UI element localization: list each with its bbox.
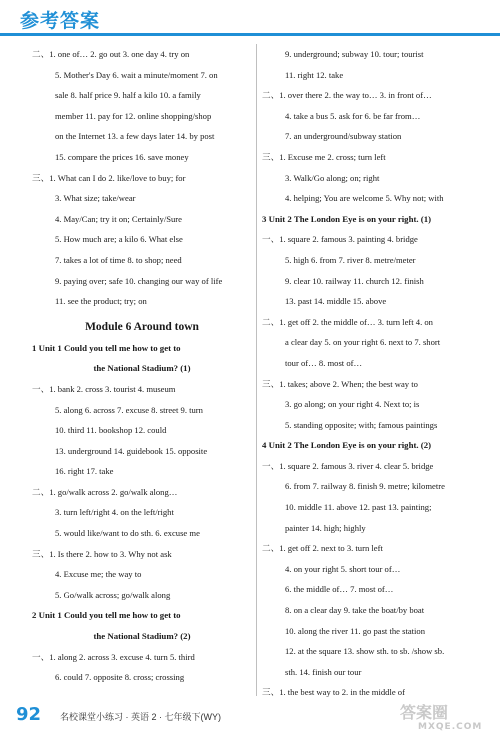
answer-line: 13. underground 14. guidebook 15. opposite xyxy=(55,445,208,456)
page-number: 92 xyxy=(16,704,42,725)
left-column xyxy=(32,44,252,688)
answer-line: 9. paying over; safe 10. changing our way of life xyxy=(55,275,223,286)
answer-line: 5. high 6. from 7. river 8. metre/meter xyxy=(285,254,416,265)
answer-line: 6. from 7. railway 8. finish 9. metre; kilometre xyxy=(285,481,445,492)
answer-line: 9. underground; subway 10. tour; tourist xyxy=(285,49,424,59)
answer-line: 16. right 17. take xyxy=(55,466,114,477)
answer-line: 11. right 12. take xyxy=(285,69,344,80)
answer-line: 3. Walk/Go along; on; right xyxy=(285,172,380,183)
header-rule xyxy=(0,33,500,36)
answer-line: 一、1. along 2. across 3. excuse 4. turn 5. third xyxy=(32,651,195,662)
answer-line: 13. past 14. middle 15. above xyxy=(285,296,387,307)
unit-heading: the National Stadium? (2) xyxy=(93,631,191,642)
answer-line: 二、1. one of… 2. go out 3. one day 4. try on xyxy=(32,49,190,59)
page-header xyxy=(0,0,500,34)
answer-line: 10. along the river 11. go past the station xyxy=(285,625,426,636)
answer-line: 9. clear 10. railway 11. church 12. finish xyxy=(285,275,424,286)
answer-line: 三、1. Is there 2. how to 3. Why not ask xyxy=(32,548,172,559)
answer-line: 4. take a bus 5. ask for 6. be far from… xyxy=(285,110,421,121)
answer-line: 7. takes a lot of time 8. to shop; need xyxy=(55,254,182,265)
module-heading: Module 6 Around town xyxy=(85,320,199,333)
answer-line: member 11. pay for 12. online shopping/shop xyxy=(55,110,212,121)
answer-line: 15. compare the prices 16. save money xyxy=(55,151,189,162)
unit-heading: 3 Unit 2 The London Eye is on your right. (1) xyxy=(262,213,432,224)
answer-line: 6. the middle of… 7. most of… xyxy=(285,584,394,595)
answer-line: 3. turn left/right 4. on the left/right xyxy=(55,507,174,518)
footer-text: 名校课堂小练习 · 英语 2 · 七年级下(WY) xyxy=(60,712,221,722)
answer-line: 三、1. the best way to 2. in the middle of xyxy=(262,687,405,698)
unit-heading: 1 Unit 1 Could you tell me how to get to xyxy=(32,342,181,353)
answer-line: 5. How much are; a kilo 6. What else xyxy=(55,234,183,245)
answer-line: sth. 14. finish our tour xyxy=(285,666,362,677)
answer-line: 二、1. get off 2. the middle of… 3. turn left 4. on xyxy=(262,316,433,327)
answer-line: 5. Mother's Day 6. wait a minute/moment 7. on xyxy=(55,69,218,80)
answer-line: 5. standing opposite; with; famous paintings xyxy=(285,419,438,430)
answer-line: 5. Go/walk across; go/walk along xyxy=(55,589,171,600)
unit-heading: the National Stadium? (1) xyxy=(93,363,191,374)
answer-line: 三、1. Excuse me 2. cross; turn left xyxy=(262,151,386,162)
answer-line: 二、1. get off 2. next to 3. turn left xyxy=(262,543,383,554)
answer-line: 5. would like/want to do sth. 6. excuse me xyxy=(55,528,200,539)
answer-line: 4. May/Can; try it on; Certainly/Sure xyxy=(55,213,182,224)
answer-line: 4. on your right 5. short tour of… xyxy=(285,563,401,574)
answer-line: 4. Excuse me; the way to xyxy=(55,569,142,580)
answer-line: 二、1. go/walk across 2. go/walk along… xyxy=(32,486,178,497)
page-title: 参考答案 xyxy=(20,10,101,32)
watermark-logo xyxy=(400,704,490,734)
answer-line: a clear day 5. on your right 6. next to 7. short xyxy=(285,337,441,348)
answer-line: 一、1. square 2. famous 3. painting 4. bridge xyxy=(262,234,418,245)
answer-line: 10. third 11. bookshop 12. could xyxy=(55,425,167,436)
answer-line: 11. see the product; try; on xyxy=(55,296,147,307)
answer-line: 二、1. over there 2. the way to… 3. in front of… xyxy=(262,90,432,101)
answer-line: 3. go along; on your right 4. Next to; is xyxy=(285,399,420,410)
answer-line: 3. What size; take/wear xyxy=(55,193,136,204)
answer-line: 6. could 7. opposite 8. cross; crossing xyxy=(55,672,185,683)
answer-line: 10. middle 11. above 12. past 13. painting; xyxy=(285,502,432,513)
unit-heading: 2 Unit 1 Could you tell me how to get to xyxy=(32,610,181,621)
answer-line: 一、1. bank 2. cross 3. tourist 4. museum xyxy=(32,383,176,394)
watermark-top: 答案圈 xyxy=(400,703,449,722)
answer-line: sale 8. half price 9. half a kilo 10. a family xyxy=(55,90,201,101)
page-footer xyxy=(0,700,500,738)
right-column xyxy=(262,44,488,703)
unit-heading: 4 Unit 2 The London Eye is on your right. (2) xyxy=(262,440,432,451)
watermark-bottom: MXQE.COM xyxy=(418,722,483,732)
answer-line: 7. an underground/subway station xyxy=(285,131,402,142)
answer-line: painter 14. high; highly xyxy=(285,522,366,533)
answer-line: tour of… 8. most of… xyxy=(285,357,363,368)
column-divider xyxy=(256,44,257,696)
answer-line: 5. along 6. across 7. excuse 8. street 9. turn xyxy=(55,404,203,415)
answer-line: 一、1. square 2. famous 3. river 4. clear 5. bridge xyxy=(262,460,434,471)
answer-line: on the Internet 13. a few days later 14. by post xyxy=(55,131,215,142)
answer-line: 12. at the square 13. show sth. to sb. /show sb. xyxy=(285,646,445,657)
answer-line: 三、1. takes; above 2. When; the best way to xyxy=(262,378,418,389)
answer-line: 三、1. What can I do 2. like/love to buy; for xyxy=(32,172,186,183)
answer-line: 8. on a clear day 9. take the boat/by boat xyxy=(285,605,425,616)
answer-line: 4. helping; You are welcome 5. Why not; with xyxy=(285,193,444,204)
